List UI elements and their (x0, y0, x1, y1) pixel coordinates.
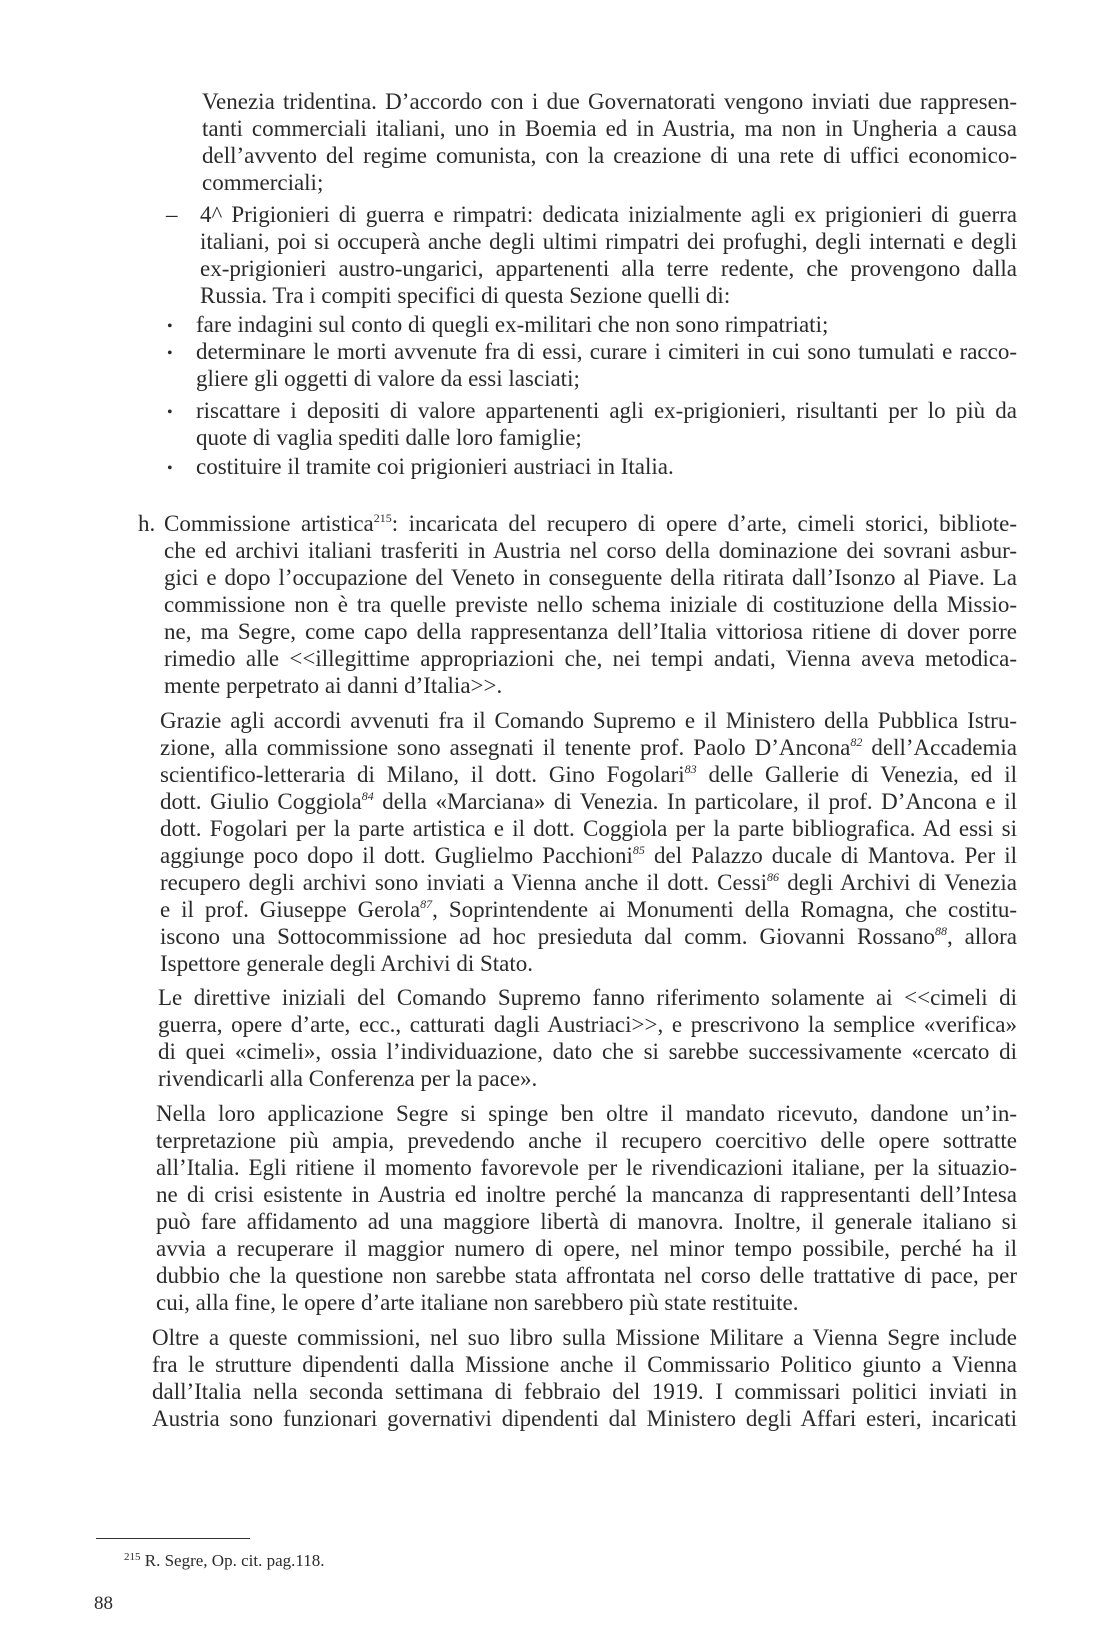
text-line: commissione non è tra quelle previste nello schema iniziale di costituzione della Missio- (164, 592, 1017, 617)
text-line: ex-prigionieri austro-ungarici, appartenenti alla terre redente, che provengono dalla (200, 256, 1017, 281)
text-line: può fare affidamento ad una maggiore libertà di manovra. Inoltre, il generale italiano si (156, 1209, 1017, 1234)
text-line: Oltre a queste commissioni, nel suo libro sulla Missione Militare a Vienna Segre include (152, 1325, 1017, 1350)
bullet-item: riscattare i depositi di valore appartenenti agli ex-prigionieri, risultanti per lo più da (196, 398, 1017, 423)
note-ref: 83 (684, 762, 697, 776)
footnote-number: 215 (124, 1551, 141, 1563)
text-line: all’Italia. Egli ritiene il momento favorevole per le rivendicazioni italiane, per la situazio- (156, 1155, 1017, 1180)
text-line: 4^ Prigionieri di guerra e rimpatri: dedicata inizialmente agli ex prigionieri di guerra (200, 202, 1017, 227)
text-line: Ispettore generale degli Archivi di Stato. (160, 951, 533, 976)
text-line: mente perpetrato ai danni d’Italia>>. (164, 673, 503, 698)
dash-marker: – (166, 202, 178, 227)
text-line: dott. Fogolari per la parte artistica e il dott. Coggiola per la parte bibliografica. Ad essi si (160, 816, 1017, 841)
text-line: cui, alla fine, le opere d’arte italiane non sarebbero più state restituite. (156, 1290, 799, 1315)
bullet-item: costituire il tramite coi prigionieri austriaci in Italia. (196, 454, 674, 479)
section-h-marker: h. (138, 511, 156, 536)
text-line: tanti commerciali italiani, uno in Boemia ed in Austria, ma non in Ungheria a causa (202, 116, 1017, 141)
bullet-marker: • (167, 345, 173, 362)
text-line: Commissione artistica$^{215}$: incaricata del recupero di opere d’arte, cimeli storici, bibliote- (164, 511, 1017, 536)
text-line: Russia. Tra i compiti specifici di questa Sezione quelli di: (200, 283, 731, 308)
text-line: Venezia tridentina. D’accordo con i due Governatorati vengono inviati due rappresen- (202, 89, 1017, 114)
text-line: iscono una Sottocommissione ad hoc presieduta dal comm. Giovanni Rossano$^{88}$, allora (160, 924, 1017, 949)
bullet-item: fare indagini sul conto di quegli ex-militari che non sono rimpatriati; (196, 312, 829, 337)
text-line: recupero degli archivi sono inviati a Vienna anche il dott. Cessi$^{86}$ degli Archivi di Venezia (160, 870, 1017, 895)
text-line: ne, ma Segre, come capo della rappresentanza dell’Italia vittoriosa ritiene di dover porre (164, 619, 1017, 644)
text-line: quote di vaglia spediti dalle loro famiglie; (196, 425, 582, 450)
bullet-item: determinare le morti avvenute fra di essi, curare i cimiteri in cui sono tumulati e racco- (196, 339, 1017, 364)
text-line: dott. Giulio Coggiola$^{84}$ della «Marciana» di Venezia. In particolare, il prof. D’Ancona e il (160, 789, 1018, 814)
footnote-divider (96, 1538, 250, 1539)
note-ref: 85 (632, 843, 645, 857)
text-line: dell’avvento del regime comunista, con la creazione di una rete di uffici economico- (202, 143, 1017, 168)
text-line: che ed archivi italiani trasferiti in Austria nel corso della dominazione dei sovrani asbur- (164, 538, 1017, 563)
note-ref: 82 (850, 735, 863, 749)
text-line: ne di crisi esistente in Austria ed inoltre perché la mancanza di rappresentanti dell’Intesa (156, 1182, 1017, 1207)
note-ref: 84 (361, 789, 374, 803)
text-line: scientifico-letteraria di Milano, il dott. Gino Fogolari$^{83}$ delle Gallerie di Venezia, ed il (160, 762, 1018, 787)
note-ref: 88 (934, 924, 947, 938)
bullet-marker: • (167, 318, 173, 335)
text-line: di quei «cimeli», ossia l’individuazione, dato che si sarebbe successivamente «cercato di (158, 1039, 1017, 1064)
text-line: gliere gli oggetti di valore da essi lasciati; (196, 366, 580, 391)
text-line: dall’Italia nella seconda settimana di febbraio del 1919. I commissari politici inviati in (152, 1379, 1017, 1404)
text-line: rimedio alle <<illegittime appropriazioni che, nei tempi andati, Vienna aveva metodica- (164, 646, 1017, 671)
page-number: 88 (94, 1593, 113, 1614)
text-line: e il prof. Giuseppe Gerola$^{87}$, Soprintendente ai Monumenti della Romagna, che costitu- (160, 897, 1017, 922)
text-line: zione, alla commissione sono assegnati il tenente prof. Paolo D’Ancona$^{82}$ dell’Accademia (160, 735, 1017, 760)
text-line: Nella loro applicazione Segre si spinge ben oltre il mandato ricevuto, dandone un’in- (156, 1101, 1017, 1126)
text-line: Grazie agli accordi avvenuti fra il Comando Supremo e il Ministero della Pubblica Istru- (160, 708, 1017, 733)
bullet-marker: • (167, 460, 173, 477)
text-line: guerra, opere d’arte, ecc., catturati dagli Austriaci>>, e prescrivono la semplice «verifica» (158, 1012, 1017, 1037)
footnote-text: R. Segre, Op. cit. pag.118. (140, 1551, 325, 1570)
text-line: terpretazione più ampia, prevedendo anche il recupero coercitivo delle opere sottratte (156, 1128, 1017, 1153)
text-line: avvia a recuperare il maggior numero di opere, nel minor tempo possibile, perché ha il (156, 1236, 1017, 1261)
text-line: dubbio che la questione non sarebbe stata affrontata nel corso delle trattative di pace, per (156, 1263, 1017, 1288)
note-ref: 87 (420, 897, 433, 911)
text-line: italiani, poi si occuperà anche degli ultimi rimpatri dei profughi, degli internati e degli (200, 229, 1017, 254)
footnote (124, 1551, 324, 1571)
text-line: gici e dopo l’occupazione del Veneto in conseguente della ritirata dall’Isonzo al Piave. La (164, 565, 1017, 590)
footnote-ref: 215 (373, 511, 392, 525)
text-line: rivendicarli alla Conferenza per la pace». (158, 1066, 538, 1091)
text-line: Austria sono funzionari governativi dipendenti dal Ministero degli Affari esteri, incaricati (152, 1406, 1017, 1431)
bullet-marker: • (167, 404, 173, 421)
text-line: Le direttive iniziali del Comando Supremo fanno riferimento solamente ai <<cimeli di (158, 985, 1017, 1010)
text-line: fra le strutture dipendenti dalla Missione anche il Commissario Politico giunto a Vienna (152, 1352, 1017, 1377)
text-line: commerciali; (202, 170, 324, 195)
note-ref: 86 (767, 870, 779, 884)
text-line: aggiunge poco dopo il dott. Guglielmo Pacchioni$^{85}$ del Palazzo ducale di Mantova. Per il (160, 843, 1017, 868)
